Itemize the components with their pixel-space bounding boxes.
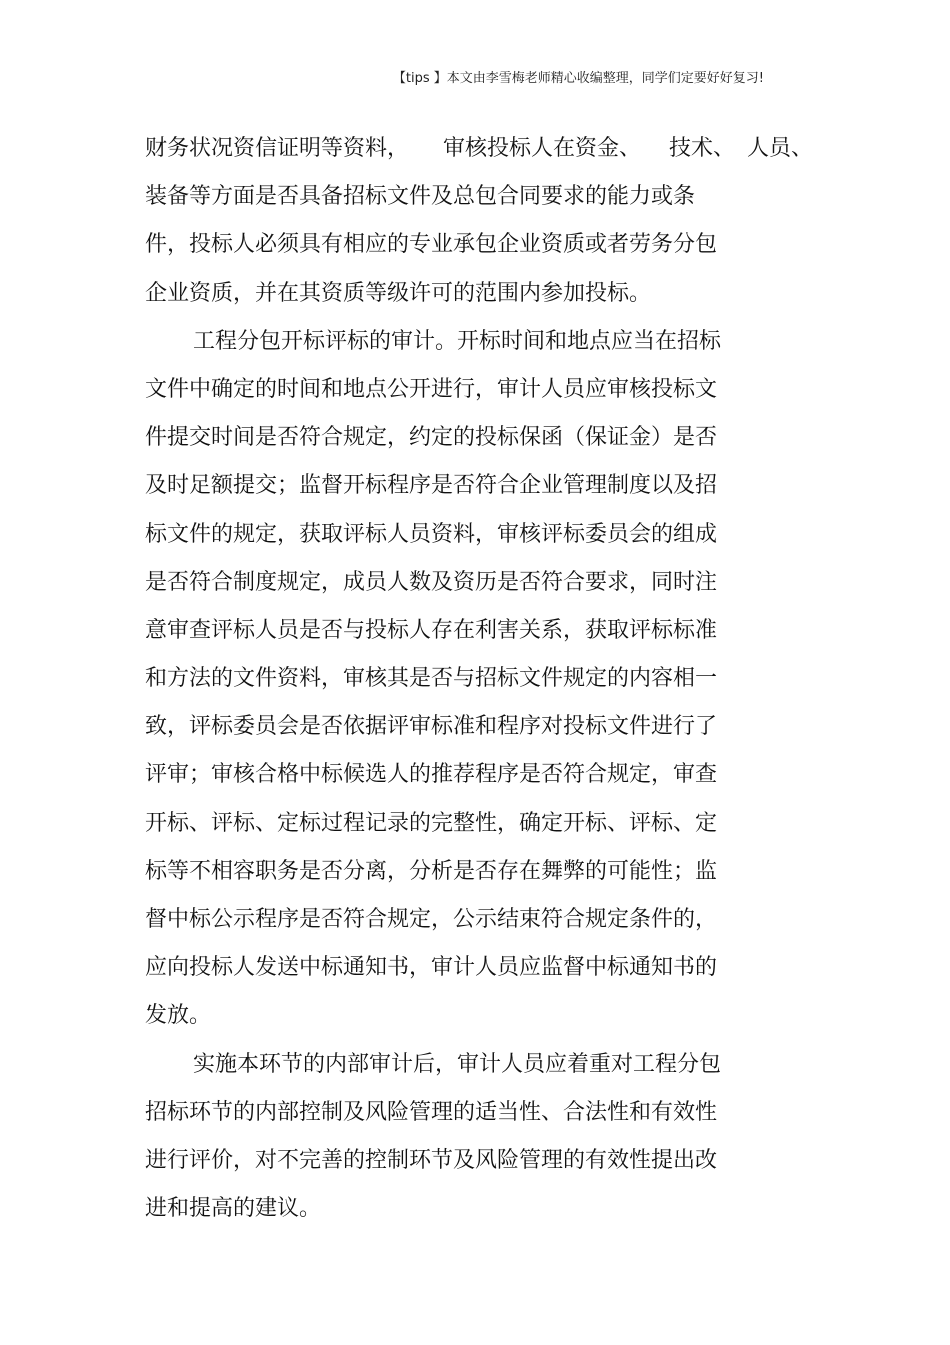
paragraph-3-line-2: 招标环节的内部控制及风险管理的适当性、合法性和有效性 (145, 1099, 718, 1125)
paragraph-1-line-2: 装备等方面是否具备招标文件及总包合同要求的能力或条 (145, 184, 696, 210)
paragraph-2-line-7: 意审查评标人员是否与投标人存在利害关系，获取评标标准 (145, 617, 718, 643)
paragraph-2-line-11: 开标、评标、定标过程记录的完整性，确定开标、评标、定 (145, 810, 718, 836)
paragraph-1-line-4: 企业资质，并在其资质等级许可的范围内参加投标。 (145, 280, 652, 306)
paragraph-3-line-1: 实施本环节的内部审计后，审计人员应着重对工程分包 (193, 1051, 722, 1077)
paragraph-2-line-1: 工程分包开标评标的审计。开标时间和地点应当在招标 (193, 328, 722, 354)
paragraph-3-line-4: 进和提高的建议。 (145, 1196, 322, 1222)
text-segment: 技术、 (669, 136, 736, 161)
paragraph-2-line-9: 致，评标委员会是否依据评审标准和程序对投标文件进行了 (145, 714, 718, 740)
text-segment: 人员、 (747, 136, 814, 161)
text-segment: 财务状况资信证明等资料， (145, 136, 410, 161)
paragraph-2-line-3: 件提交时间是否符合规定，约定的投标保函（保证金）是否 (145, 425, 718, 451)
paragraph-2-line-8: 和方法的文件资料，审核其是否与招标文件规定的内容相一 (145, 666, 718, 692)
paragraph-2-line-15: 发放。 (145, 1003, 212, 1029)
text-segment: 审核投标人在资金、 (443, 136, 642, 161)
paragraph-2-line-6: 是否符合制度规定，成员人数及资历是否符合要求，同时注 (145, 569, 718, 595)
paragraph-2-line-4: 及时足额提交；监督开标程序是否符合企业管理制度以及招 (145, 473, 718, 499)
paragraph-1-line-3: 件，投标人必须具有相应的专业承包企业资质或者劳务分包 (145, 232, 718, 258)
paragraph-3-line-3: 进行评价，对不完善的控制环节及风险管理的有效性提出改 (145, 1147, 718, 1173)
paragraph-2-line-13: 督中标公示程序是否符合规定，公示结束符合规定条件的， (145, 907, 718, 932)
paragraph-2-line-12: 标等不相容职务是否分离，分析是否存在舞弊的可能性；监 (145, 858, 718, 884)
paragraph-2-line-5: 标文件的规定，获取评标人员资料，审核评标委员会的组成 (145, 521, 718, 547)
document-body (145, 125, 814, 1233)
header-tips-note: 【tips 】本文由李雪梅老师精心收编整理，同学们定要好好复习! (392, 71, 764, 86)
paragraph-1-line-1 (145, 125, 814, 173)
paragraph-2-line-10: 评审；审核合格中标候选人的推荐程序是否符合规定，审查 (145, 762, 718, 788)
paragraph-2-line-14: 应向投标人发送中标通知书，审计人员应监督中标通知书的 (145, 955, 718, 981)
paragraph-2-line-2: 文件中确定的时间和地点公开进行，审计人员应审核投标文 (145, 376, 718, 402)
